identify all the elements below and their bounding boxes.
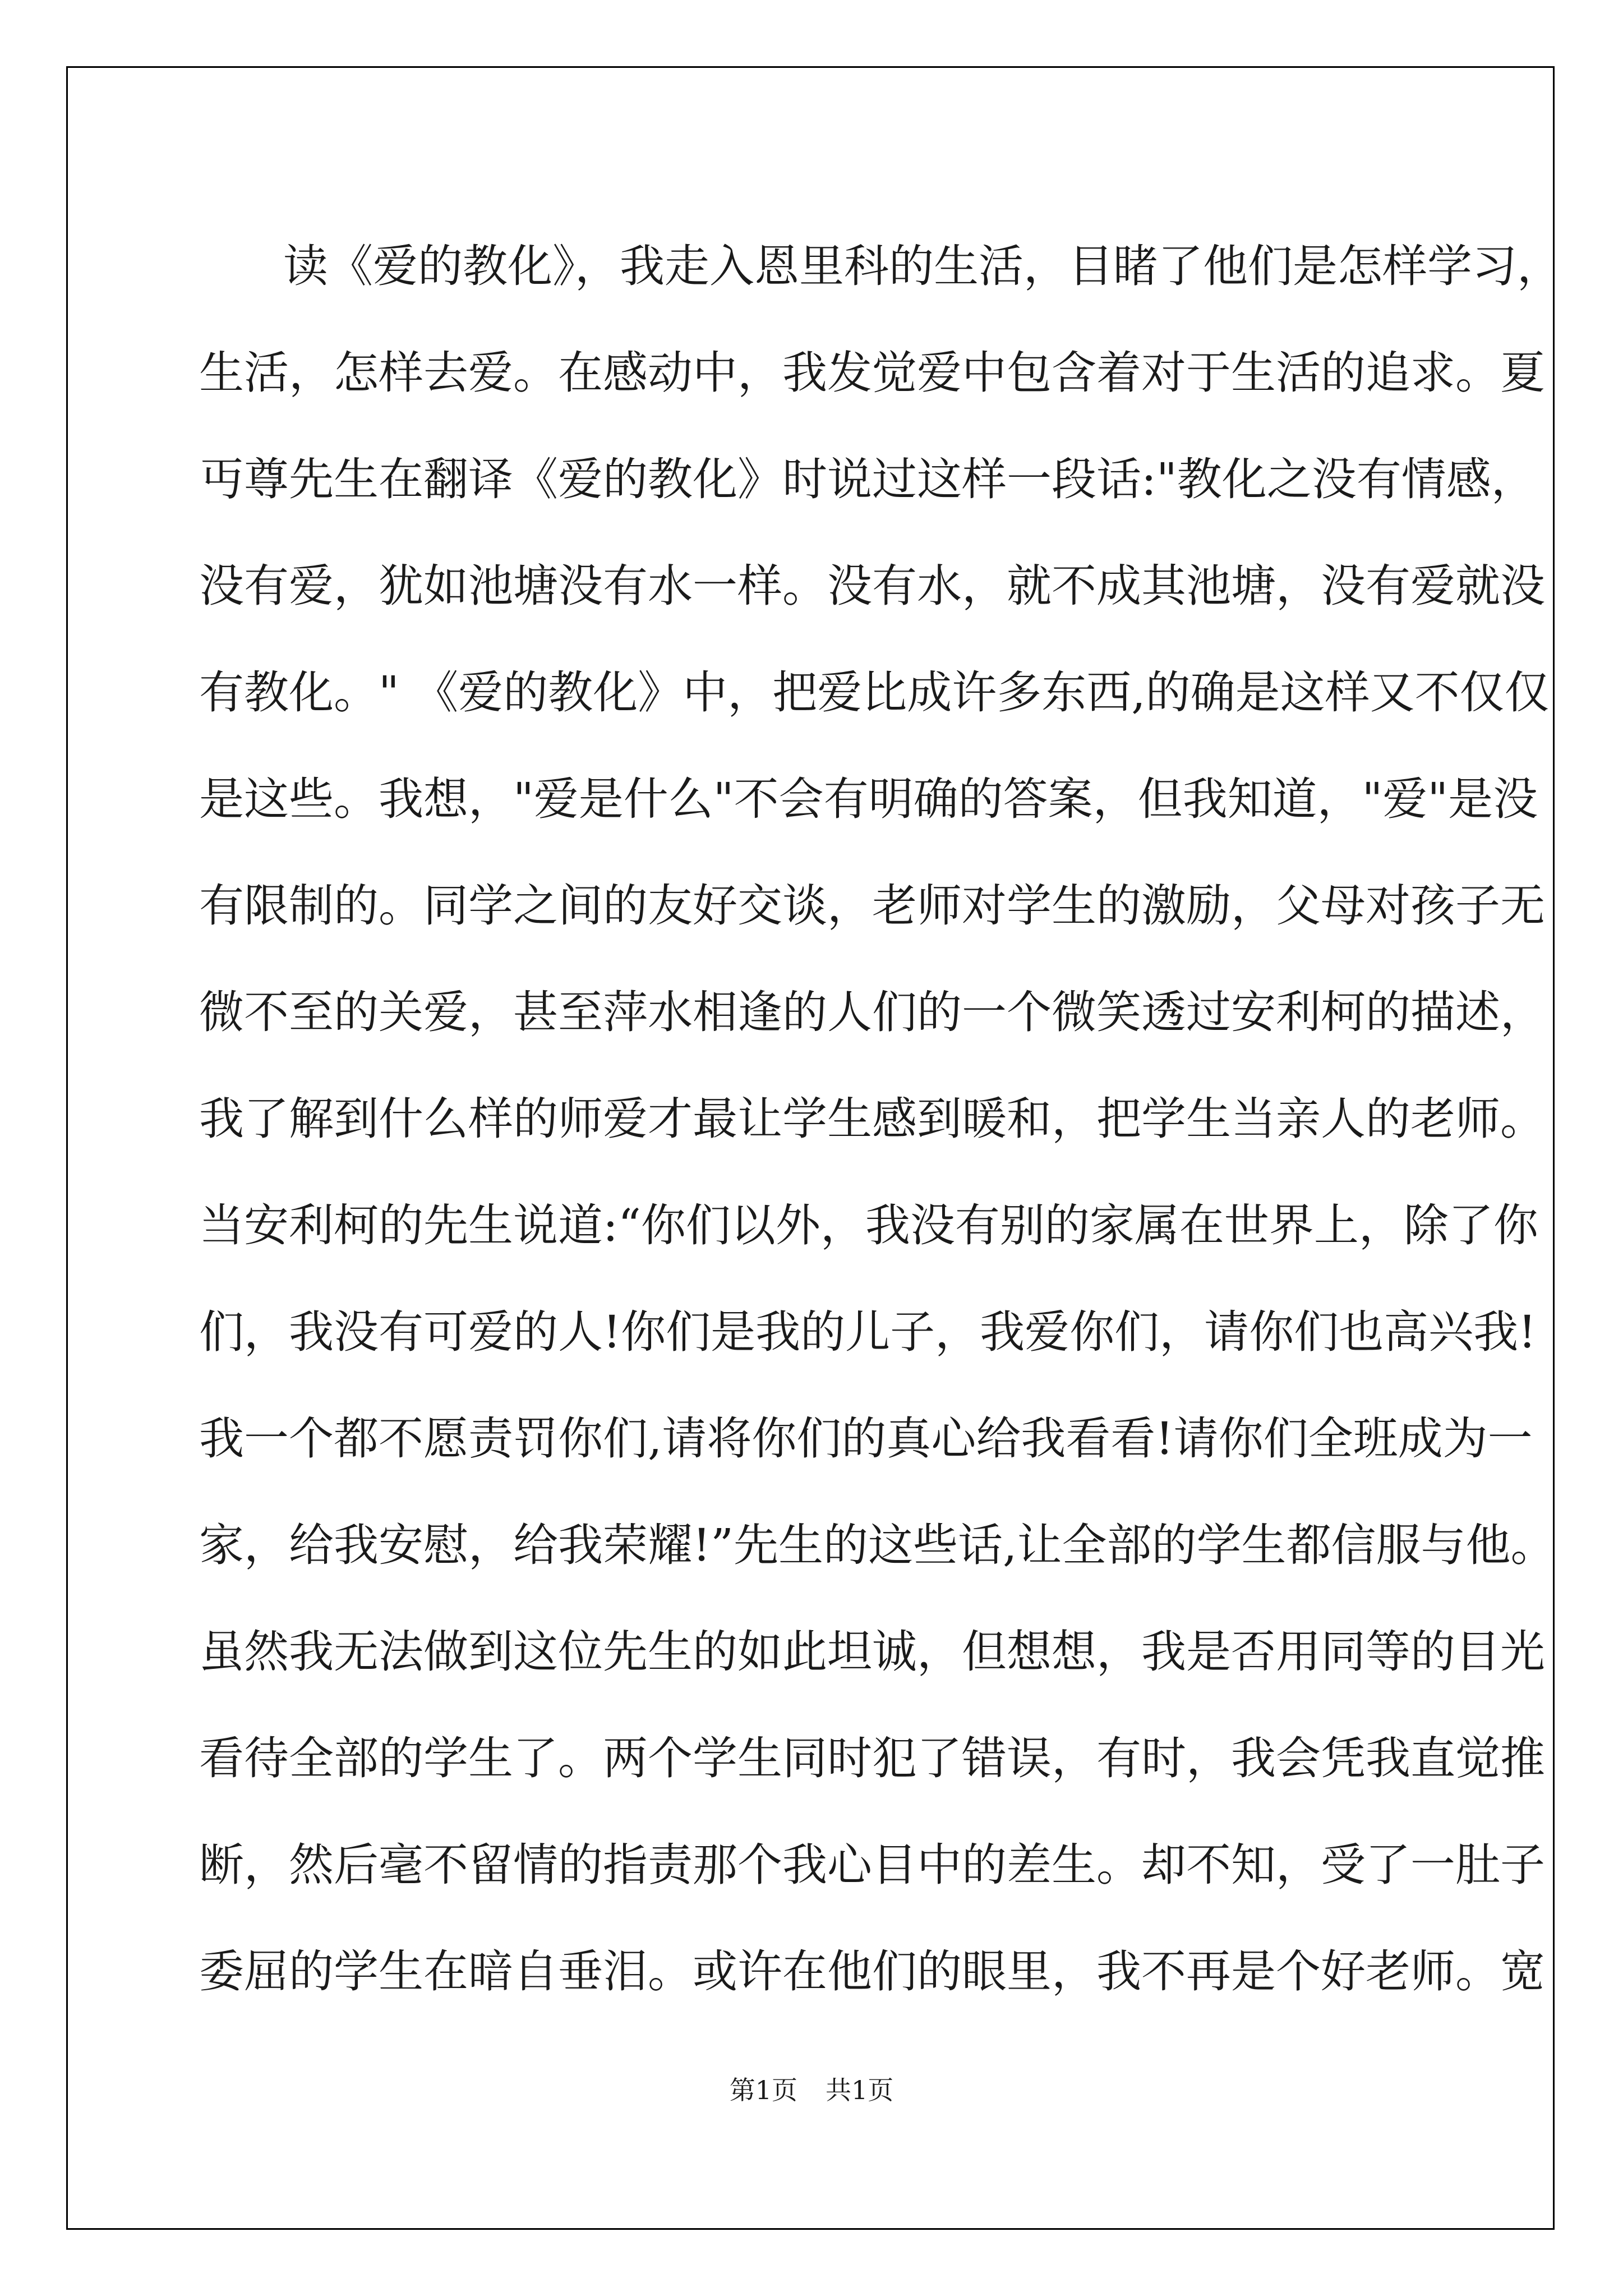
body-paragraph [199,213,1562,2025]
text-line-4: 没有爱，犹如池塘没有水一样。没有水，就不成其池塘，没有爱就没 [199,560,1545,612]
text-line-10: 当安利柯的先生说道:“你们以外，我没有别的家属在世界上，除了你 [199,1199,1538,1251]
text-line-12: 我一个都不愿责罚你们,请将你们的真心给我看看!请你们全班成为一 [199,1412,1533,1465]
text-line-1: 读《爱的教化》，我走入恩里科的生活，目睹了他们是怎样学习， [283,240,1562,292]
page-number: 第1页 [729,2075,797,2105]
text-line-14: 虽然我无法做到这位先生的如此坦诚，但想想，我是否用同等的目光 [199,1626,1545,1678]
text-line-11: 们，我没有可爱的人!你们是我的儿子，我爱你们，请你们也高兴我! [199,1306,1537,1358]
text-line-15: 看待全部的学生了。两个学生同时犯了错误，有时，我会凭我直觉推 [199,1732,1545,1784]
text-line-8: 微不至的关爱，甚至萍水相逢的人们的一个微笑透过安利柯的描述， [199,986,1545,1038]
text-line-6: 是这些。我想，"爱是什么"不会有明确的答案，但我知道，"爱"是没 [199,773,1538,825]
text-line-5: 有教化。" 《爱的教化》中，把爱比成许多东西,的确是这样又不仅仅 [199,666,1550,719]
text-line-2: 生活，怎样去爱。在感动中，我发觉爱中包含着对于生活的追求。夏 [199,347,1545,399]
text-line-7: 有限制的。同学之间的友好交谈，老师对学生的激励，父母对孩子无 [199,880,1545,932]
text-line-3: 丏尊先生在翻译《爱的教化》时说过这样一段话:"教化之没有情感， [199,453,1536,505]
text-line-9: 我了解到什么样的师爱才最让学生感到暖和，把学生当亲人的老师。 [199,1093,1545,1145]
text-line-16: 断，然后毫不留情的指责那个我心目中的差生。却不知，受了一肚子 [199,1839,1545,1891]
text-line-17: 委屈的学生在暗自垂泪。或许在他们的眼里，我不再是个好老师。宽 [199,1945,1545,1998]
text-line-13: 家，给我安慰，给我荣耀!”先生的这些话,让全部的学生都信服与他。 [199,1519,1556,1571]
page-footer [0,2070,1623,2107]
page-total: 共1页 [826,2075,894,2105]
